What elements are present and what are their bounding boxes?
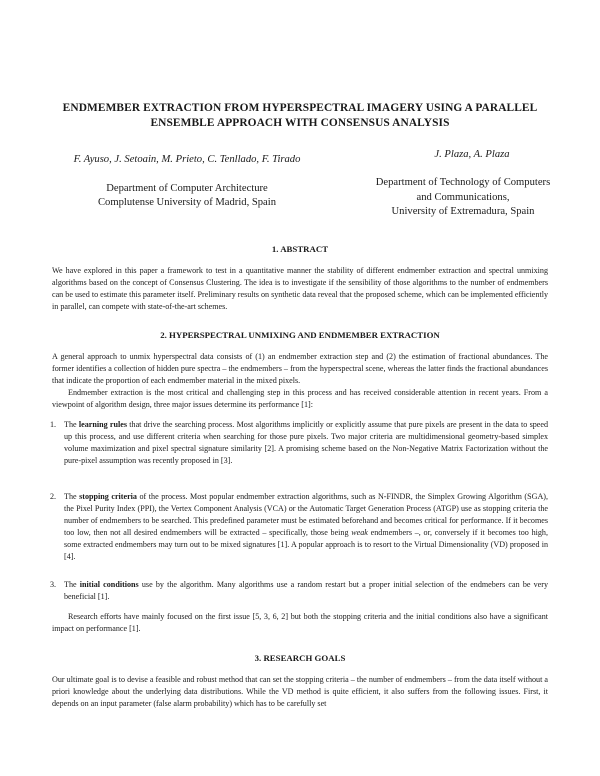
affiliation-right-line2: and Communications,: [416, 191, 510, 203]
authors-right: J. Plaza, A. Plaza: [434, 149, 510, 160]
goals-heading: 3. RESEARCH GOALS: [254, 653, 346, 663]
list-item-emphasis: weak: [351, 528, 368, 538]
list-item-prefix: The: [64, 420, 79, 429]
list-item-text: use by the algorithm. Many algorithms use a random restart but a proper initial selection of the endmebers can be very beneficial [1].: [64, 580, 549, 602]
affiliation-right-line3: University of Extremadura, Spain: [391, 206, 535, 217]
list-item-keyword: stopping criteria: [79, 492, 137, 501]
list-item-prefix: The: [64, 492, 80, 501]
goals-text: Our ultimate goal is to devise a feasible and robust method that can set the stopping criteria – the number of endmembers – from the data itself without a priori knowledge about the underlying data distributions. While the VD method is quite efficient, it also suffers from the following issues. First, it depends on an input parameter (false alarm probability) which has to be carefully set: [52, 675, 548, 709]
unmixing-heading: 2. HYPERSPECTRAL UNMIXING AND ENDMEMBER EXTRACTION: [160, 330, 440, 340]
list-item-number: 2.: [50, 492, 57, 501]
list-item: [50, 579, 549, 603]
list-item-text: of the process. Most popular endmember extraction algorithms, such as N-FINDR, the Simplex Growing Algorithm (SGA), the Pixel Purity Index (PPI), the Vertex Component Analysis (VCA) or the Automatic Target Generation Process (ATGP) use as stopping criteria the number of endmembers to be searched. This predefined parameter must be estimated beforehand and becomes critical for performance. If it becomes too low, then not all desired endmembers will be extracted – specifically, those being: [64, 492, 549, 538]
abstract-heading: 1. ABSTRACT: [271, 244, 329, 254]
abstract-text: We have explored in this paper a framework to test in a quantitative manner the stability of different endmember extraction and spectral unmixing algorithms based on the concept of Consensus Clustering. The idea is to investigate if the sensibility of those algorithms to the number of endmembers can be used to estimate this parameter itself. Preliminary results on synthetic data reveal that the proposed scheme, which can be implemented efficiently in parallel, can compete with state-of-the-art schemes.: [52, 266, 548, 312]
unmixing-paragraph-3: Research efforts have mainly focused on the first issue [5, 3, 6, 2] but both the stopping criteria and the initial conditions also have a significant impact on performance [1].: [52, 612, 548, 634]
list-item-keyword: initial conditions: [79, 580, 139, 589]
list-item-prefix: The: [64, 580, 80, 589]
affiliation-right-line1: Department of Technology of Computers: [375, 177, 551, 188]
authors-left: F. Ayuso, J. Setoain, M. Prieto, C. Tenllado, F. Tirado: [73, 154, 301, 165]
unmixing-paragraph-2: Endmember extraction is the most critical and challenging step in this process and has received considerable attention in recent years. From a viewpoint of algorithm design, three major issues determine its performance [1]:: [52, 388, 548, 410]
paper-title: ENDMEMBER EXTRACTION FROM HYPERSPECTRAL IMAGERY USING A PARALLEL ENSEMBLE APPROACH WITH CONSENSUS ANALYSIS: [62, 102, 538, 129]
list-item-number: 3.: [50, 580, 57, 589]
list-item-keyword: learning rules: [78, 420, 127, 429]
list-item: [50, 491, 549, 564]
list-item: [50, 419, 548, 467]
affiliation-left-line1: Department of Computer Architecture: [106, 183, 268, 194]
affiliation-left-line2: Complutense University of Madrid, Spain: [97, 197, 276, 208]
unmixing-paragraph-1: A general approach to unmix hyperspectral data consists of (1) an endmember extraction step and (2) the estimation of fractional abundances. The former identifies a collection of hidden pure spectra – the endmembers – from the hyperspectral scene, whereas the latter finds the fractional abundances that indicate the proportion of each endmember material in the mixed pixels.: [52, 352, 548, 386]
list-item-text-continued: endmembers –, or, conversely if it becomes too high, some extracted endmembers may turn out to be mixed signatures [1]. A popular approach is to resort to the Virtual Dimensionality (VD) proposed in [4].: [64, 528, 548, 562]
affiliation-right: [348, 176, 578, 220]
list-item-number: 1.: [50, 420, 57, 429]
affiliation-left: [62, 182, 312, 210]
list-item-text: that drive the searching process. Most algorithms implicitly or explicitly assume that pure pixels are present in the data to speed up this process, and use different criteria when searching for those pure pixels. Two major criteria are multidimensional geometry-based simplex volume maximization and pixel spectral signature similarity [2]. A promising scheme based on the Non-Negative Matrix Factorization without the pure-pixel assumption was recently proposed in [3].: [64, 420, 548, 466]
